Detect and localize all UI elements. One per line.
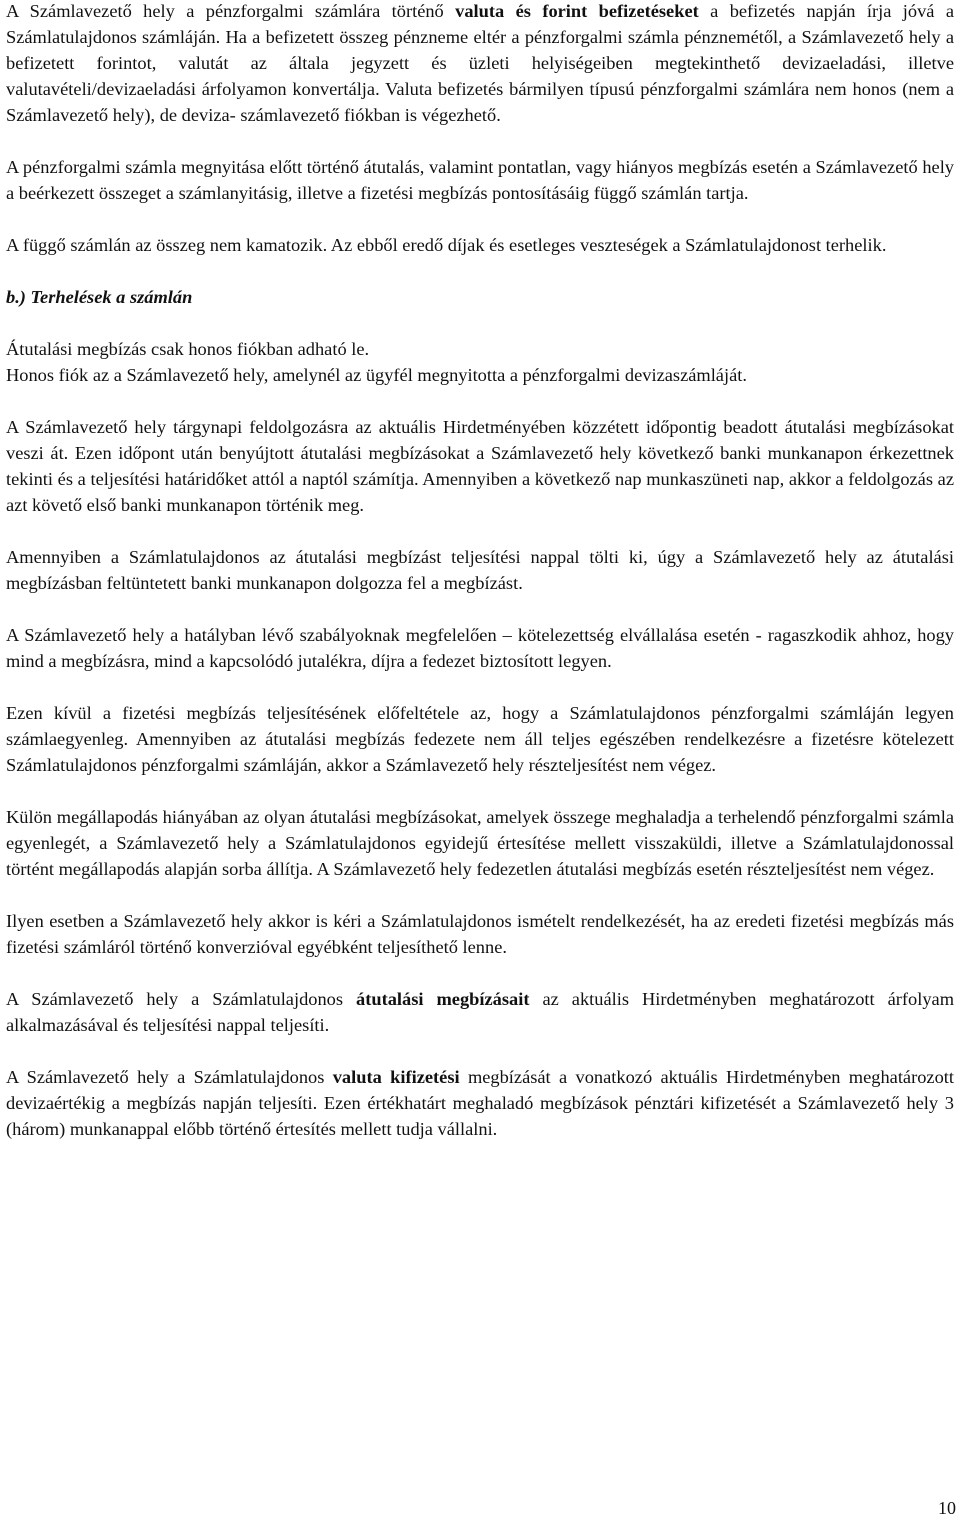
paragraph-repeated-instruction	[6, 908, 954, 960]
paragraph-processing-cutoff	[6, 414, 954, 518]
paragraph-home-branch-definition	[6, 362, 954, 388]
paragraph-pending-account	[6, 154, 954, 206]
paragraph-text: a befizetés napján írja jóvá a Számlatulajdonos számláján. Ha a befizetett összeg pénzneme eltér a pénzforgalmi számla pénznemétől, a Számlavezető hely a befizetett forintot, valutát az általa jegyzett és üzleti helyiségeiben megtekinthető devizaeladási, illetve valutavételi/devizaeladási árfolyamon konvertálja. Valuta befizetés bármilyen típusú pénzforgalmi számlára nem honos (nem a Számlavezető hely), de deviza- számlavezető fiókban is végezhető.	[6, 1, 954, 125]
paragraph-no-interest	[6, 232, 954, 258]
paragraph-cash-withdrawal	[6, 1064, 954, 1142]
page-number: 10	[938, 1498, 956, 1518]
paragraph-text: megbízását a vonatkozó aktuális Hirdetményben meghatározott devizaértékig a megbízás napján teljesíti. Ezen értékhatárt meghaladó megbízások pénztári kifizetését a Számlavezető hely 3 (három) munkanappal előbb történő értesítés mellett tudja vállalni.	[6, 1067, 954, 1139]
paragraph-text: Külön megállapodás hiányában az olyan átutalási megbízásokat, amelyek összege meghaladja a terhelendő pénzforgalmi számla egyenlegét, a Számlavezető hely a Számlatulajdonos egyidejű értesítése mellett visszaküldi, illetve a Számlatulajdonossal történt megállapodás alapján sorba állítja. A Számlavezető hely fedezetlen átutalási megbízás esetén részteljesítést nem végez.	[6, 807, 954, 879]
paragraph-text: Ilyen esetben a Számlavezető hely akkor is kéri a Számlatulajdonos ismételt rendelkezését, ha az eredeti fizetési megbízás más fizetési számláról történő konverzióval egyébként teljesíthető lenne.	[6, 911, 954, 957]
paragraph-cash-deposit	[6, 0, 954, 128]
paragraph-home-branch-only	[6, 336, 954, 362]
paragraph-text: A Számlavezető hely a Számlatulajdonos	[6, 989, 357, 1009]
paragraph-text: A Számlavezető hely a Számlatulajdonos	[6, 1067, 333, 1087]
paragraph-text: Amennyiben a Számlatulajdonos az átutalási megbízást teljesítési nappal tölti ki, úgy a Számlavezető hely az átutalási megbízásban feltüntetett banki munkanapon dolgozza fel a megbízást.	[6, 547, 954, 593]
paragraph-text: Átutalási megbízás csak honos fiókban adható le.	[6, 339, 370, 359]
paragraph-text: az aktuális Hirdetményben meghatározott árfolyam alkalmazásával és teljesítési nappal teljesíti.	[6, 989, 955, 1035]
paragraph-coverage	[6, 622, 954, 674]
paragraph-balance-requirement	[6, 700, 954, 778]
paragraph-text: A Számlavezető hely tárgynapi feldolgozásra az aktuális Hirdetményében közzétett időpontig beadott átutalási megbízásokat veszi át. Ezen időpont után benyújtott átutalási megbízásokat a Számlavezető hely következő banki munkanapon érkezettnek tekinti és a teljesítési határidőket attól a naptól számítja. Amennyiben a következő nap munkaszüneti nap, akkor a feldolgozás az azt követő első banki munkanapon történik meg.	[6, 417, 954, 515]
paragraph-insufficient-funds	[6, 804, 954, 882]
heading-text: b.) Terhelések a számlán	[6, 287, 193, 307]
section-heading	[6, 284, 954, 310]
paragraph-text: A Számlavezető hely a pénzforgalmi számlára történő	[6, 1, 456, 21]
paragraph-text: A függő számlán az összeg nem kamatozik. Az ebből eredő díjak és esetleges veszteségek a Számlatulajdonost terhelik.	[6, 235, 887, 255]
bold-phrase: átutalási megbízásait	[356, 989, 530, 1009]
document-page	[6, 0, 954, 1142]
bold-phrase: valuta és forint befizetéseket	[455, 1, 699, 21]
bold-phrase: valuta kifizetési	[332, 1067, 460, 1087]
paragraph-transfer-orders	[6, 986, 954, 1038]
paragraph-value-date	[6, 544, 954, 596]
paragraph-text: A Számlavezető hely a hatályban lévő szabályoknak megfelelően – kötelezettség elvállalása esetén - ragaszkodik ahhoz, hogy mind a megbízásra, mind a kapcsolódó jutalékra, díjra a fedezet biztosított legyen.	[6, 625, 954, 671]
paragraph-text: Honos fiók az a Számlavezető hely, amelynél az ügyfél megnyitotta a pénzforgalmi devizaszámláját.	[6, 365, 747, 385]
paragraph-text: A pénzforgalmi számla megnyitása előtt történő átutalás, valamint pontatlan, vagy hiányos megbízás esetén a Számlavezető hely a beérkezett összeget a számlanyitásig, illetve a fizetési megbízás pontosításáig függő számlán tartja.	[6, 157, 954, 203]
paragraph-text: Ezen kívül a fizetési megbízás teljesítésének előfeltétele az, hogy a Számlatulajdonos pénzforgalmi számláján legyen számlaegyenleg. Amennyiben az átutalási megbízás fedezete nem áll teljes egészében rendelkezésre a fizetésre kötelezett Számlatulajdonos pénzforgalmi számláján, akkor a Számlavezető hely részteljesítést nem végez.	[6, 703, 954, 775]
